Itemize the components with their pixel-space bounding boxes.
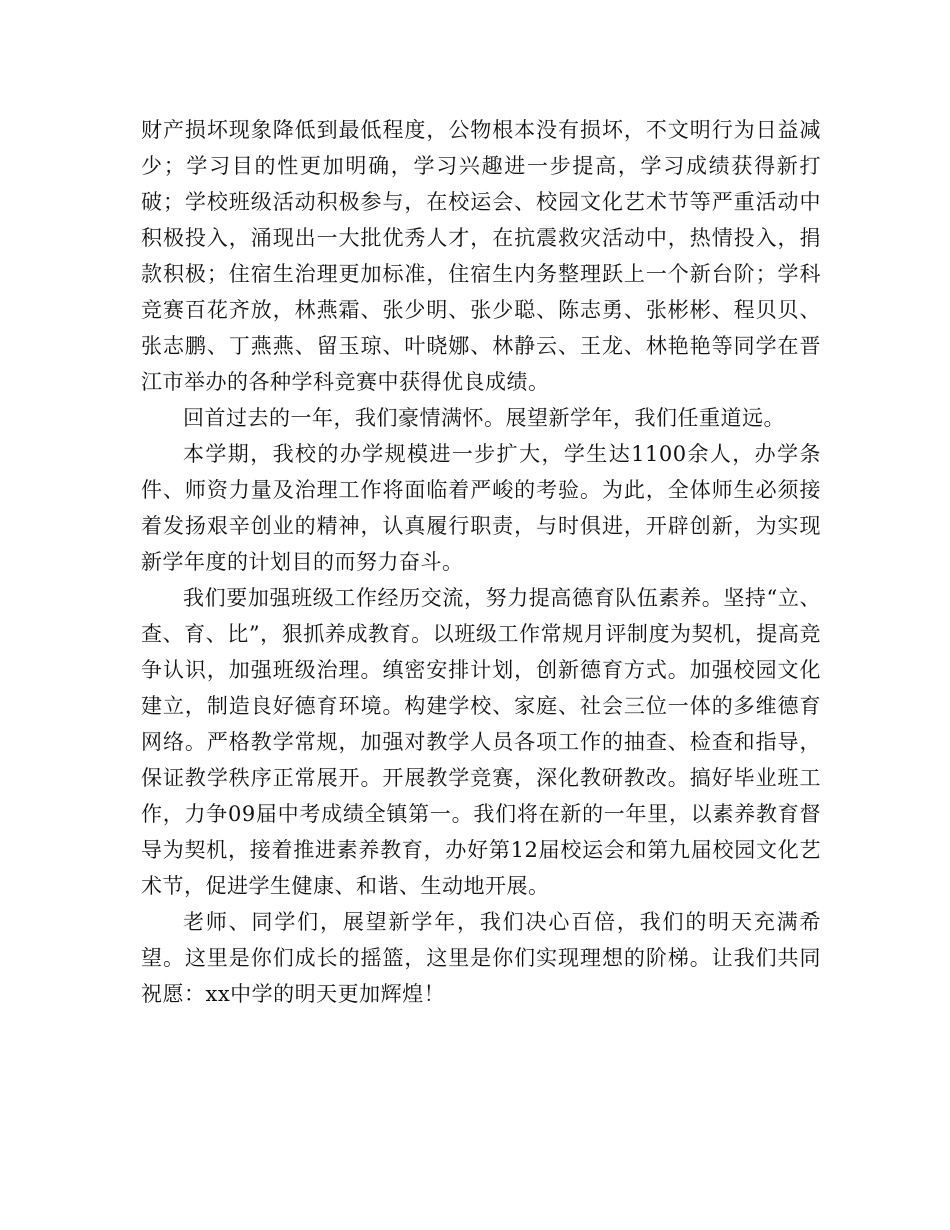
document-page [141, 112, 821, 1012]
paragraph-closing: 老师、同学们，展望新学年，我们决心百倍，我们的明天充满希望。这里是你们成长的摇篮，这里是你们实现理想的阶梯。让我们共同祝愿：xx中学的明天更加辉煌！ [141, 910, 821, 1006]
paragraph-plans: 我们要加强班级工作经历交流，努力提高德育队伍素养。坚持“立、查、育、比”，狠抓养成教育。以班级工作常规月评制度为契机，提高竞争认识，加强班级治理。缜密安排计划，创新德育方式。加强校园文化建立，制造良好德育环境。构建学校、家庭、社会三位一体的多维德育网络。严格教学常规，加强对教学人员各项工作的抽查、检查和指导，保证教学秩序正常展开。开展教学竞赛，深化教研教改。搞好毕业班工作，力争09届中考成绩全镇第一。我们将在新的一年里，以素养教育督导为契机，接着推进素养教育，办好第12届校运会和第九届校园文化艺术节，促进学生健康、和谐、生动地开展。 [141, 586, 821, 898]
paragraph-review: 回首过去的一年，我们豪情满怀。展望新学年，我们任重道远。 [183, 406, 785, 430]
paragraph-semester-scale: 本学期，我校的办学规模进一步扩大，学生达1100余人，办学条件、师资力量及治理工作将面临着严峻的考验。为此，全体师生必须接着发扬艰辛创业的精神，认真履行职责，与时俱进，开辟创新，为实现新学年度的计划目的而努力奋斗。 [141, 442, 821, 574]
paragraph-achievements: 财产损坏现象降低到最低程度，公物根本没有损坏，不文明行为日益减少；学习目的性更加明确，学习兴趣进一步提高，学习成绩获得新打破；学校班级活动积极参与，在校运会、校园文化艺术节等严重活动中积极投入，涌现出一大批优秀人才，在抗震救灾活动中，热情投入，捐款积极；住宿生治理更加标准，住宿生内务整理跃上一个新台阶；学科竞赛百花齐放，林燕霜、张少明、张少聪、陈志勇、张彬彬、程贝贝、张志鹏、丁燕燕、留玉琼、叶晓娜、林静云、王龙、林艳艳等同学在晋江市举办的各种学科竞赛中获得优良成绩。 [141, 118, 821, 394]
